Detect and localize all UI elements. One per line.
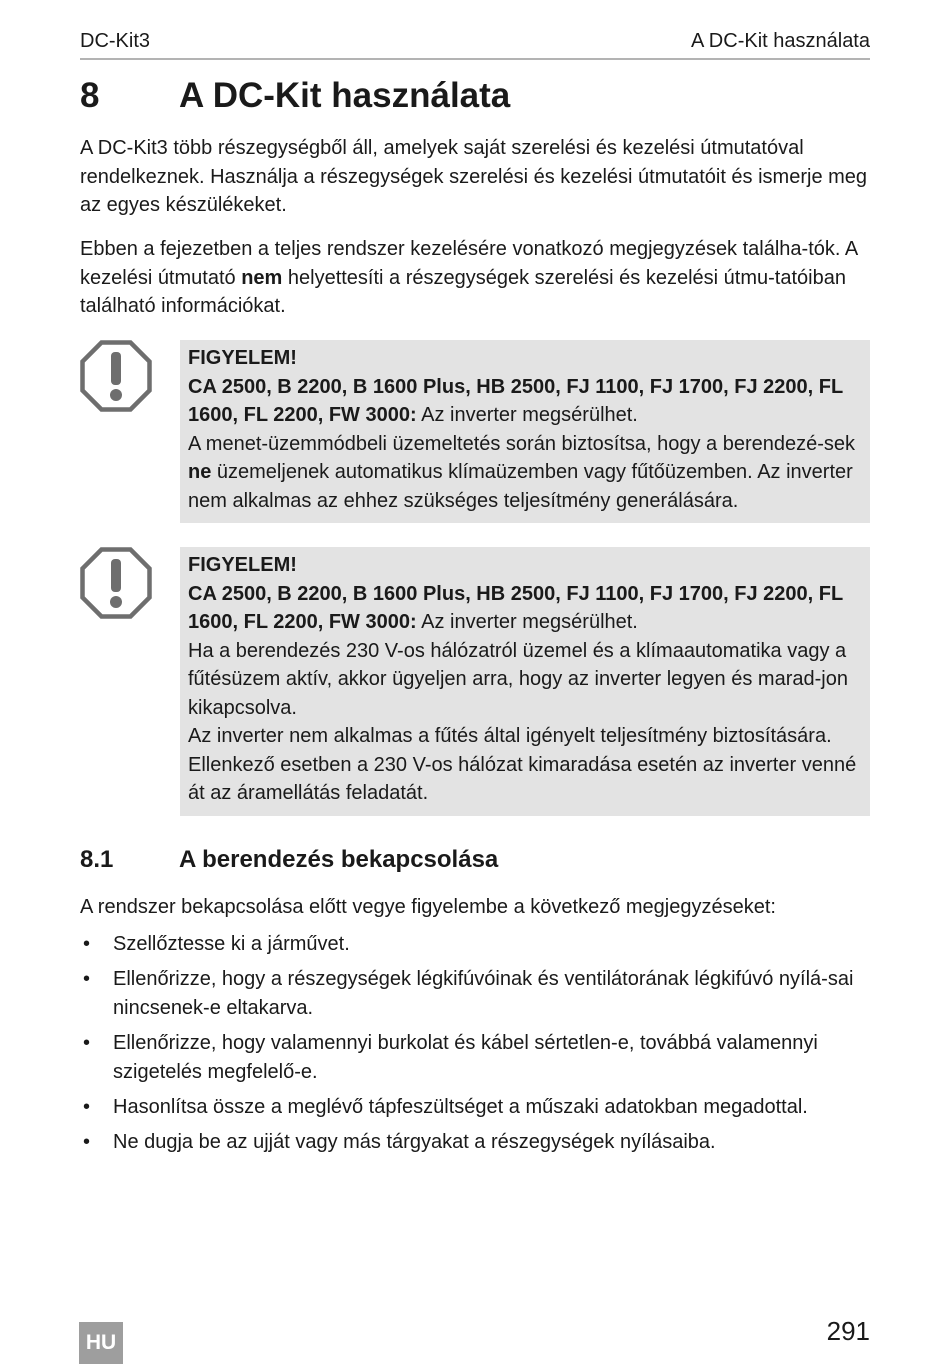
warning-models-2: CA 2500, B 2200, B 1600 Plus, HB 2500, FJ 1100, FJ 1700, FJ 2200, FL 1600, FL 2200, FW 3000: <box>188 582 843 633</box>
warning-body-2b: Az inverter nem alkalmas a fűtés által igényelt teljesítmény biztosítására. Ellenkező esetben a 230 V-os hálózat kimaradása esetén az inverter venné át az áramellátás feladatát. <box>188 725 857 804</box>
list-item: • Ne dugja be az ujját vagy más tárgyakat a részegységek nyílásaiba. <box>80 1128 870 1157</box>
running-header <box>80 30 870 60</box>
exclamation-octagon-icon <box>80 340 152 412</box>
section-intro: A rendszer bekapcsolása előtt vegye figyelembe a következő megjegyzéseket: <box>80 896 776 918</box>
precaution-list <box>80 930 870 1163</box>
section-number: 8.1 <box>80 846 114 873</box>
header-chapter-title: A DC-Kit használata <box>691 30 870 52</box>
warning-body-1 <box>188 430 862 516</box>
warning-body-1-start: A menet-üzemmódbeli üzemeltetés során biztosítsa, hogy a berendezé-sek <box>188 432 856 455</box>
list-item: • Ellenőrizze, hogy valamennyi burkolat és kábel sértetlen-e, továbbá valamennyi szigetelés megfelelő-e. <box>80 1029 870 1086</box>
list-item: • Hasonlítsa össze a meglévő tápfeszültséget a műszaki adatokban megadottal. <box>80 1093 870 1122</box>
warning-models-1: CA 2500, B 2200, B 1600 Plus, HB 2500, FJ 1100, FJ 1700, FJ 2200, FL 1600, FL 2200, FW 3000: <box>188 375 843 426</box>
intro-p2-text-start: Ebben a fejezetben a teljes rendszer kezelésére vonatkozó megjegyzések találha-tók. A kezelési útmutató <box>80 238 858 289</box>
warning-box-1 <box>180 340 870 523</box>
list-item: • Ellenőrizze, hogy a részegységek légkifúvóinak és ventilátorának légkifúvó nyílá-sai nincsenek-e eltakarva. <box>80 965 870 1022</box>
warning-lead-2 <box>188 580 862 637</box>
intro-paragraph-2 <box>80 235 870 321</box>
intro-p2-emphasis: nem <box>241 266 283 289</box>
language-badge: HU <box>79 1322 123 1364</box>
section-title: A berendezés bekapcsolása <box>179 846 499 873</box>
page-number: 291 <box>826 1316 870 1346</box>
warning-body-1-end: üzemeljenek automatikus klímaüzemben vagy fűtőüzemben. Az inverter nem alkalmas az ehhez szükséges teljesítmény generálására. <box>188 461 853 512</box>
exclamation-octagon-icon <box>80 547 152 619</box>
warning-title-1: FIGYELEM! <box>188 347 297 369</box>
chapter-number: 8 <box>80 76 100 115</box>
warning-lead-1 <box>188 373 862 430</box>
warning-lead-text-1: Az inverter megsérülhet. <box>416 404 638 426</box>
header-doc-title: DC-Kit3 <box>80 30 151 52</box>
warning-body-1-emphasis: ne <box>188 461 212 483</box>
list-item: • Szellőztesse ki a járművet. <box>80 930 870 959</box>
warning-box-2 <box>180 547 870 816</box>
warning-body-2a: Ha a berendezés 230 V-os hálózatról üzemel és a klímaautomatika vagy a fűtésüzem aktív, akkor ügyeljen arra, hogy az inverter legyen és marad-jon kikapcsolva. <box>188 639 848 719</box>
warning-lead-text-2: Az inverter megsérülhet. <box>416 611 638 633</box>
intro-p2-text-end: helyettesíti a részegységek szerelési és kezelési útmu-tatóiban található információkat. <box>80 266 846 318</box>
chapter-title: A DC-Kit használata <box>179 76 511 115</box>
intro-paragraph-1: A DC-Kit3 több részegységből áll, amelyek saját szerelési és kezelési útmutatóval rendelkeznek. Használja a részegységek szerelési és kezelési útmutatóit és ismerje meg az egyes készülékeket. <box>80 137 868 217</box>
warning-title-2: FIGYELEM! <box>188 554 297 576</box>
